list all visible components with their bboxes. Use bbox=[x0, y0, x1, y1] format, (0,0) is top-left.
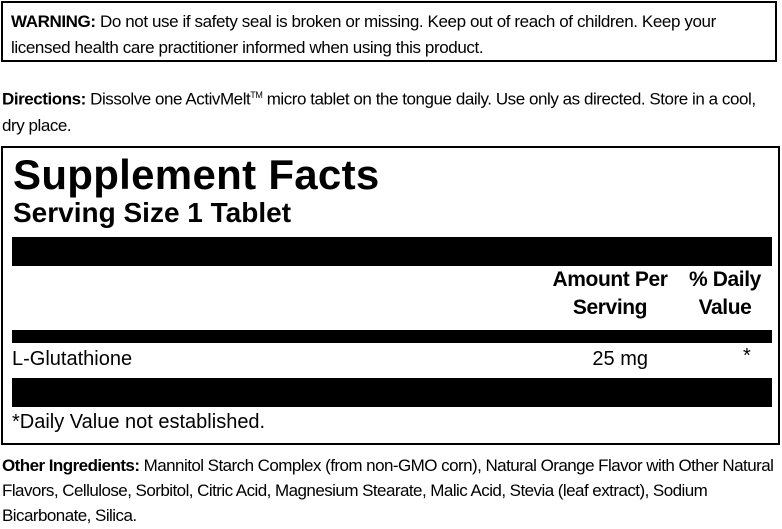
other-ingredients-text: Mannitol Starch Complex (from non-GMO corn), Natural Orange Flavor with Other Natural Flavors, Cellulose, Sorbitol, Citric Acid, Magnesium Stearate, Malic Acid, Stevia (leaf extract), Sodium Bicarbonate, Silica. bbox=[2, 456, 774, 525]
trademark-symbol: TM bbox=[250, 90, 263, 100]
directions-text-after: micro tablet on the tongue daily. Use only as directed. Store in a cool, dry place. bbox=[2, 89, 756, 135]
directions-text-before: Dissolve one ActivMelt bbox=[90, 89, 251, 109]
divider-bar-top bbox=[12, 237, 772, 266]
facts-title: Supplement Facts bbox=[13, 151, 380, 198]
other-ingredients bbox=[2, 453, 780, 528]
warning-text: Do not use if safety seal is broken or missing. Keep out of reach of children. Keep your licensed health care practitioner informed when using this product. bbox=[11, 12, 716, 57]
directions bbox=[2, 82, 780, 139]
warning-label: WARNING: bbox=[11, 12, 96, 31]
nutrient-daily-value: * bbox=[743, 345, 751, 367]
column-header-amount: Amount Per Serving bbox=[552, 268, 668, 319]
supplement-facts-panel bbox=[1, 146, 780, 445]
divider-bar-bottom bbox=[12, 378, 772, 407]
nutrient-name: L-Glutathione bbox=[12, 348, 133, 370]
warning-box bbox=[1, 1, 777, 62]
other-ingredients-label: Other Ingredients: bbox=[2, 456, 140, 475]
nutrient-amount: 25 mg bbox=[592, 348, 648, 370]
daily-value-footnote: *Daily Value not established. bbox=[12, 411, 266, 433]
directions-label: Directions: bbox=[2, 89, 86, 109]
serving-size: Serving Size 1 Tablet bbox=[13, 197, 292, 228]
column-header-daily-value: % Daily Value bbox=[689, 268, 761, 319]
divider-bar-header bbox=[12, 330, 772, 343]
